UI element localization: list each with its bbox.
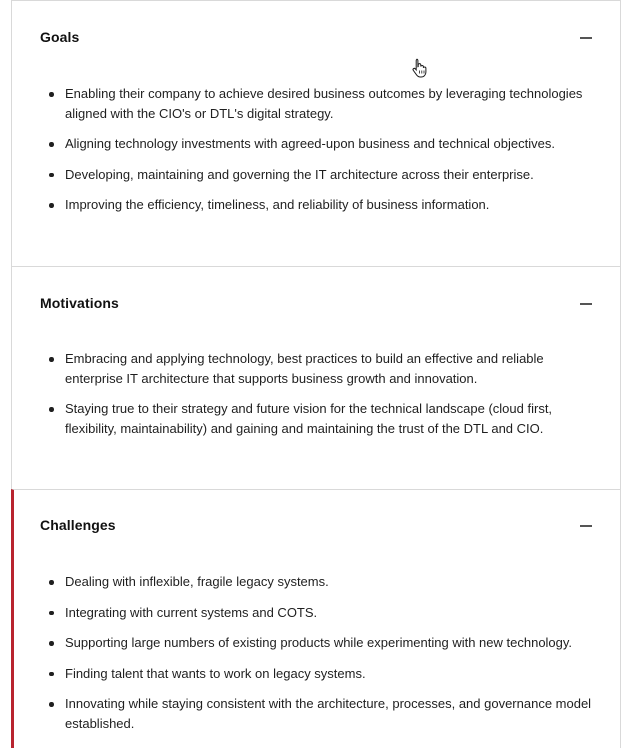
section-challenges-header[interactable] <box>40 515 592 535</box>
section-goals <box>11 0 621 267</box>
minus-icon[interactable] <box>580 519 592 531</box>
goals-list <box>48 84 600 226</box>
section-goals-title: Goals <box>40 29 80 45</box>
section-motivations-title: Motivations <box>40 295 119 311</box>
list-item: Staying true to their strategy and future vision for the technical landscape (cloud first, flexibility, maintainability) and gaining and maintaining the trust of the DTL and CIO. <box>48 399 600 438</box>
list-item: Developing, maintaining and governing the IT architecture across their enterprise. <box>48 165 600 185</box>
list-item: Integrating with current systems and COTS. <box>48 603 600 623</box>
list-item: Dealing with inflexible, fragile legacy systems. <box>48 572 600 592</box>
list-item: Aligning technology investments with agreed-upon business and technical objectives. <box>48 134 600 154</box>
list-item: Supporting large numbers of existing products while experimenting with new technology. <box>48 633 600 653</box>
hand-pointer-icon <box>411 58 429 78</box>
list-item: Improving the efficiency, timeliness, and reliability of business information. <box>48 195 600 215</box>
challenges-list <box>48 572 600 744</box>
minus-icon[interactable] <box>580 297 592 309</box>
motivations-list <box>48 349 600 449</box>
list-item: Innovating while staying consistent with the architecture, processes, and governance model established. <box>48 694 600 733</box>
section-challenges-title: Challenges <box>40 517 116 533</box>
section-motivations <box>11 266 621 490</box>
section-challenges <box>11 489 621 748</box>
section-motivations-header[interactable] <box>40 293 592 313</box>
list-item: Embracing and applying technology, best practices to build an effective and reliable enterprise IT architecture that supports business growth and innovation. <box>48 349 600 388</box>
minus-icon[interactable] <box>580 31 592 43</box>
section-goals-header[interactable] <box>40 27 592 47</box>
list-item: Enabling their company to achieve desired business outcomes by leveraging technologies aligned with the CIO's or DTL's digital strategy. <box>48 84 600 123</box>
list-item: Finding talent that wants to work on legacy systems. <box>48 664 600 684</box>
